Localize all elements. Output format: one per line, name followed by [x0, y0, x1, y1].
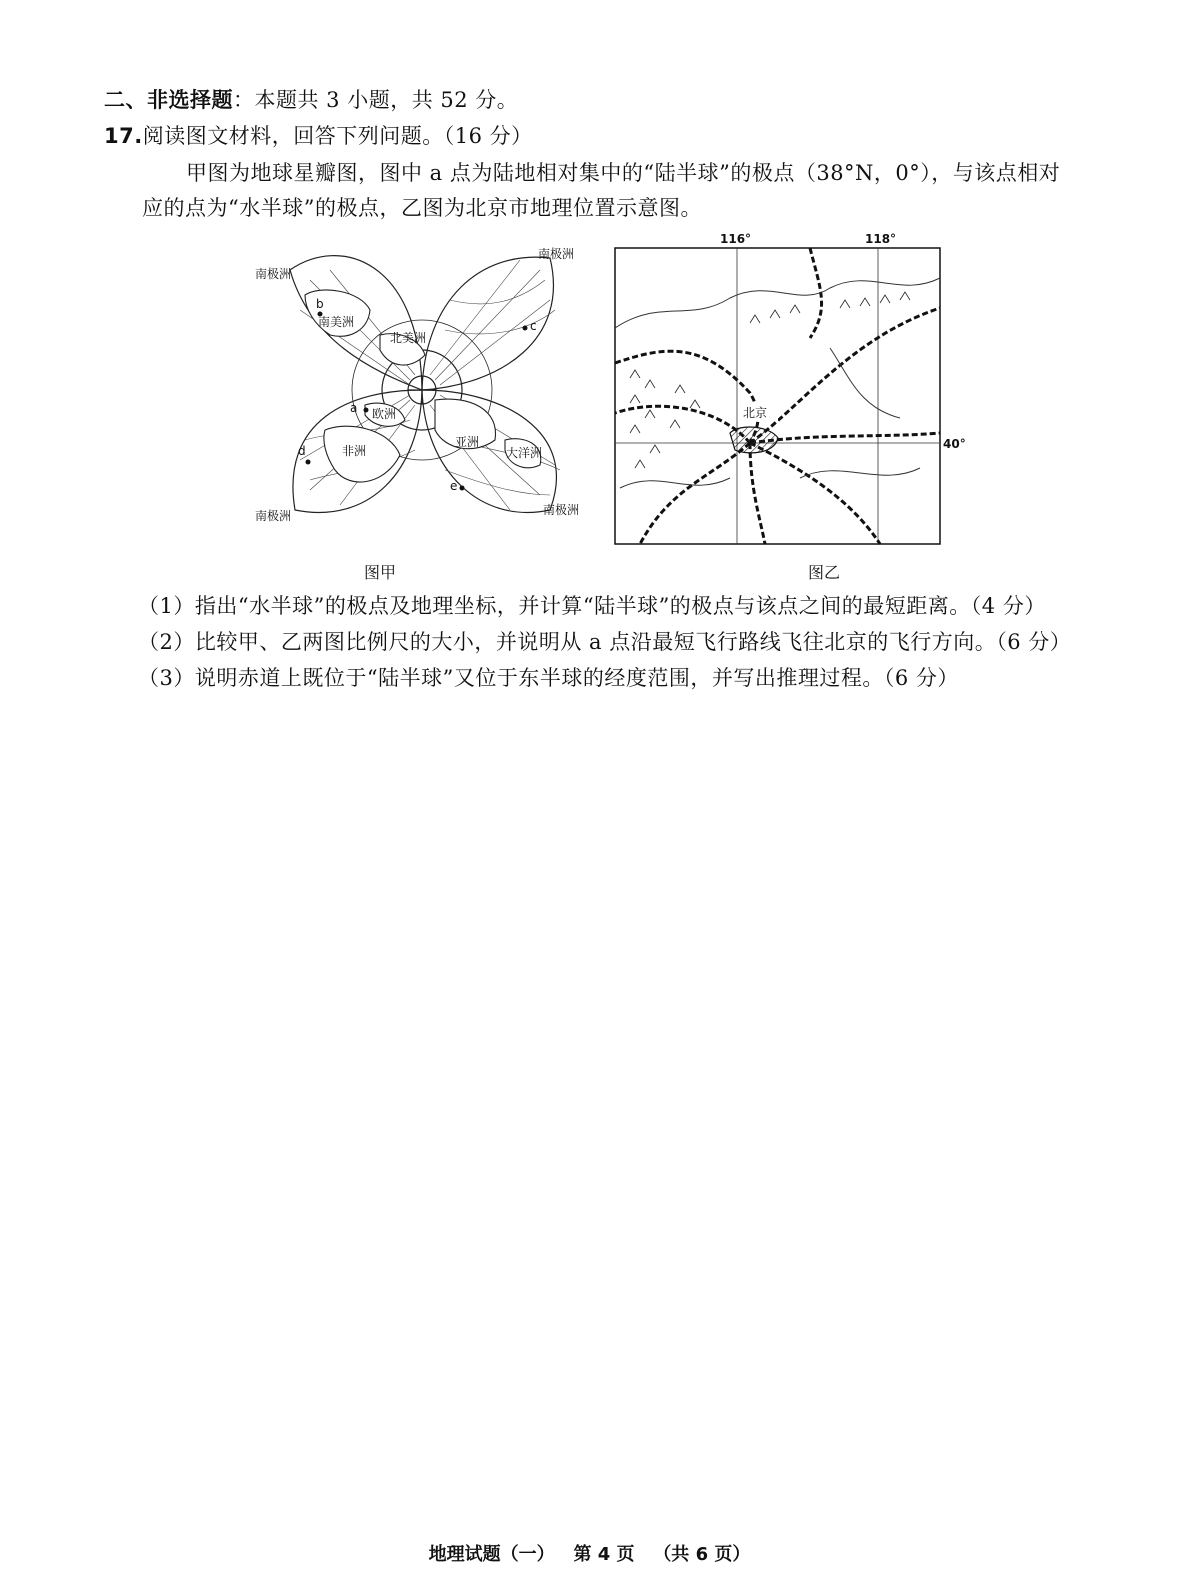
star-map-svg [250, 240, 595, 530]
label-point-e: e [450, 479, 458, 493]
label-point-a: a [350, 401, 358, 415]
label-antarctica-tl: 南极洲 [255, 267, 292, 281]
label-point-b: b [316, 297, 324, 311]
label-lon-118: 118° [865, 232, 897, 246]
footer-subject: 地理试题（一） [428, 1544, 555, 1565]
section-heading [104, 84, 518, 114]
label-antarctica-bl: 南极洲 [255, 509, 292, 523]
label-south-america: 南美洲 [318, 315, 355, 329]
label-north-america: 北美洲 [390, 331, 427, 345]
material-line-1: 甲图为地球星瓣图，图中 a 点为陆地相对集中的“陆半球”的极点（38°N，0°），与该点相对 [186, 161, 1061, 185]
figure-a-star-map [250, 240, 595, 530]
question-prompt: 阅读图文材料，回答下列问题。（16 分） [142, 124, 533, 148]
label-africa: 非洲 [342, 444, 367, 458]
label-oceania: 大洋洲 [506, 446, 543, 460]
section-title: 二、非选择题 [104, 88, 233, 112]
material-line-2: 应的点为“水半球”的极点，乙图为北京市地理位置示意图。 [142, 196, 702, 220]
label-antarctica-tr: 南极洲 [538, 247, 575, 261]
point-a-dot [364, 408, 369, 413]
footer-total: （共 6 页） [653, 1544, 751, 1565]
sub-question-3: （3）说明赤道上既位于“陆半球”又位于东半球的经度范围，并写出推理过程。（6 分） [138, 666, 959, 690]
sub-question-1: （1）指出“水半球”的极点及地理坐标，并计算“陆半球”的极点与该点之间的最短距离。（4 分） [138, 594, 1046, 618]
label-lat-40: 40° [943, 437, 966, 451]
label-point-d: d [298, 444, 306, 458]
figure-b-beijing-map [600, 228, 970, 548]
sub-question-2: （2）比较甲、乙两图比例尺的大小，并说明从 a 点沿最短飞行路线飞往北京的飞行方向。（6 分） [138, 630, 1072, 654]
label-point-c: c [530, 319, 537, 333]
figure-a-caption: 图甲 [364, 563, 397, 582]
point-e-dot [460, 486, 465, 491]
label-europe: 欧洲 [372, 407, 397, 421]
beijing-city-area [730, 427, 778, 453]
point-c-dot [523, 326, 528, 331]
point-d-dot [306, 460, 311, 465]
land-south-america [305, 290, 370, 336]
label-antarctica-br: 南极洲 [543, 503, 580, 517]
label-lon-116: 116° [720, 232, 752, 246]
figure-b-caption: 图乙 [808, 563, 841, 582]
beijing-map-svg [600, 228, 970, 548]
page-footer [0, 1540, 1179, 1566]
label-asia: 亚洲 [455, 435, 480, 449]
label-beijing: 北京 [743, 406, 768, 420]
footer-page: 第 4 页 [573, 1544, 635, 1565]
question-number: 17. [104, 124, 143, 148]
question-header [104, 120, 533, 150]
section-desc: ：本题共 3 小题，共 52 分。 [233, 88, 519, 112]
